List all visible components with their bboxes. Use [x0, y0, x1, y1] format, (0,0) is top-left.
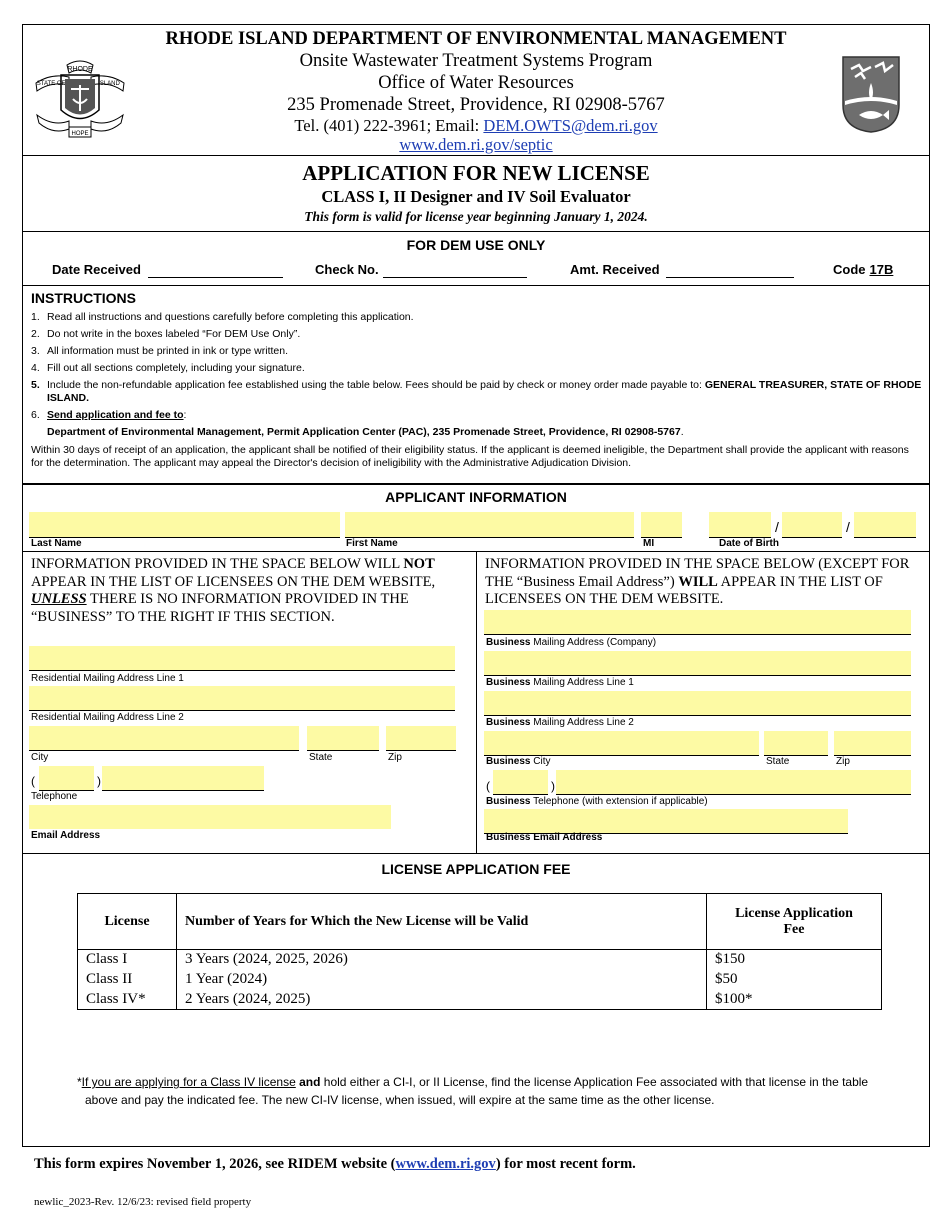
business-address-line2-field[interactable] — [484, 691, 911, 716]
business-company-field[interactable] — [484, 610, 911, 635]
amt-received-line — [666, 277, 794, 278]
business-city-field[interactable] — [484, 731, 759, 756]
ridem-website-link[interactable]: www.dem.ri.gov — [395, 1156, 496, 1172]
website-line — [23, 135, 929, 155]
instruction-item: 4. Fill out all sections completely, including your signature. — [31, 362, 305, 374]
eligibility-note: Within 30 days of receipt of an application, the applicant shall be notified of their eligibility status. If the applicant is deemed ineligible, the Department shall provide the applicant with reasons for the determination. The applicant may appeal the Director's decision of ineligibility with the Administrative Adjudication Division. — [31, 444, 909, 469]
table-cell: $150 — [707, 950, 882, 970]
date-received-label: Date Received — [52, 262, 141, 277]
form-title: APPLICATION FOR NEW LICENSE — [302, 161, 650, 185]
phone-paren-close: ) — [97, 774, 101, 788]
dob-day-field[interactable] — [782, 512, 842, 538]
last-name-field[interactable] — [29, 512, 340, 538]
divider — [23, 853, 929, 854]
table-row — [78, 970, 882, 990]
email-label: Email Address — [31, 830, 101, 841]
seal-right-text: ISLAND — [98, 81, 120, 87]
contact-line — [23, 116, 929, 136]
office-name: Office of Water Resources — [378, 73, 574, 93]
mi-label: MI — [643, 538, 655, 549]
date-received-line — [148, 277, 283, 278]
business-company-label: Business Mailing Address (Company) — [486, 637, 657, 648]
seal-bottom-text: HOPE — [71, 131, 89, 137]
residential-address-line2-field[interactable] — [29, 686, 455, 711]
applicant-heading: APPLICANT INFORMATION — [385, 489, 567, 505]
check-no-label: Check No. — [315, 262, 379, 277]
divider — [23, 155, 929, 156]
business-address-line1-label: Business Mailing Address Line 1 — [486, 677, 634, 688]
revision-note: newlic_2023-Rev. 12/6/23: revised field property — [34, 1196, 252, 1208]
business-notice: INFORMATION PROVIDED IN THE SPACE BELOW (EXCEPT FOR THE “Business Email Address”) WILL APPEAR IN THE LIST OF LICENSEES ON THE DEM WEBSITE. — [485, 556, 910, 607]
table-cell: 3 Years (2024, 2025, 2026) — [177, 950, 707, 970]
dob-label: Date of Birth — [719, 538, 779, 549]
instruction-item: 2. Do not write in the boxes labeled “For DEM Use Only”. — [31, 328, 301, 340]
first-name-field[interactable] — [345, 512, 634, 538]
residential-state-label: State — [309, 752, 333, 763]
business-state-label: State — [766, 756, 790, 767]
form-validity: This form is valid for license year beginning January 1, 2024. — [304, 209, 648, 224]
agency-name: RHODE ISLAND DEPARTMENT OF ENVIRONMENTAL MANAGEMENT — [165, 29, 787, 49]
seal-top-text: RHODE — [67, 66, 93, 73]
business-area-code-field[interactable] — [493, 770, 548, 795]
divider — [23, 231, 929, 232]
business-zip-field[interactable] — [834, 731, 911, 756]
business-email-label: Business Email Address — [486, 832, 603, 843]
column-header: License — [78, 894, 177, 950]
business-telephone-field[interactable] — [556, 770, 911, 795]
business-address-line2-label: Business Mailing Address Line 2 — [486, 717, 634, 728]
divider — [23, 483, 929, 485]
table-row — [78, 990, 882, 1010]
form-subtitle: CLASS I, II Designer and IV Soil Evaluator — [321, 187, 631, 206]
phone-paren-open: ( — [31, 774, 35, 788]
residential-notice: INFORMATION PROVIDED IN THE SPACE BELOW WILL NOT APPEAR IN THE LIST OF LICENSEES ON THE DEM WEBSITE, UNLESS THERE IS NO INFORMATION PROVIDED IN THE “BUSINESS” TO THE RIGHT IF THIS SECTION. — [31, 556, 436, 625]
dob-year-field[interactable] — [854, 512, 916, 538]
residential-area-code-field[interactable] — [39, 766, 94, 791]
business-state-field[interactable] — [764, 731, 828, 756]
column-divider — [476, 551, 477, 853]
table-cell: $100* — [707, 990, 882, 1010]
fee-table — [77, 893, 882, 1010]
business-zip-label: Zip — [836, 756, 850, 767]
seal-left-text: STATE OF — [36, 81, 66, 87]
residential-state-field[interactable] — [307, 726, 379, 751]
residential-email-field[interactable] — [29, 805, 391, 829]
table-cell: $50 — [707, 970, 882, 990]
payee: GENERAL TREASURER, STATE OF RHODE ISLAND. — [47, 379, 922, 404]
phone-paren-open: ( — [486, 779, 490, 793]
table-cell: Class IV* — [78, 990, 177, 1010]
dem-use-heading: FOR DEM USE ONLY — [406, 237, 546, 253]
first-name-label: First Name — [346, 538, 398, 549]
instruction-address: Department of Environmental Management, Permit Application Center (PAC), 235 Promenade Street, Providence, RI 02908-5767. — [47, 426, 684, 438]
table-cell: Class II — [78, 970, 177, 990]
code-value: 17B — [869, 262, 894, 277]
code-label-text: Code — [833, 262, 866, 277]
check-no-line — [383, 277, 527, 278]
divider — [23, 285, 929, 286]
instructions-list — [23, 309, 923, 441]
amt-received-label: Amt. Received — [570, 262, 660, 277]
fee-footnote: *If you are applying for a Class IV license and hold either a CI-I, or II License, find the license Application Fee associated with that license in the table above and pay the indicated fee. The new CI-IV license, when issued, will expire at the same time as the other license. — [77, 1075, 869, 1107]
form-frame — [22, 24, 930, 1147]
residential-address-line2-label: Residential Mailing Address Line 2 — [31, 712, 184, 723]
table-cell: 2 Years (2024, 2025) — [177, 990, 707, 1010]
phone-paren-close: ) — [551, 779, 555, 793]
business-email-field[interactable] — [484, 809, 848, 834]
dob-slash: / — [775, 519, 779, 535]
website-link[interactable]: www.dem.ri.gov/septic — [399, 135, 553, 154]
residential-city-field[interactable] — [29, 726, 299, 751]
telephone-label: Telephone — [31, 791, 78, 802]
instruction-item: 6. Send application and fee to: — [31, 409, 187, 421]
dob-month-field[interactable] — [709, 512, 771, 538]
instruction-item: 1. Read all instructions and questions carefully before completing this application. — [31, 311, 414, 323]
residential-city-label: City — [31, 752, 49, 763]
residential-address-line1-label: Residential Mailing Address Line 1 — [31, 673, 184, 684]
business-telephone-label: Business Telephone (with extension if applicable) — [486, 796, 708, 807]
residential-zip-field[interactable] — [386, 726, 456, 751]
email-link[interactable]: DEM.OWTS@dem.ri.gov — [483, 116, 658, 135]
column-header: Number of Years for Which the New License will be Valid — [177, 894, 707, 950]
program-name: Onsite Wastewater Treatment Systems Program — [299, 51, 653, 71]
residential-address-line1-field[interactable] — [29, 646, 455, 671]
instruction-item: 5. Include the non-refundable application fee established using the table below. Fees should be paid by check or money order made payable to: GENERAL TREASURER, STATE OF RHODE ISLAND. — [31, 379, 922, 404]
table-row — [78, 950, 882, 970]
column-header: License Application Fee — [707, 894, 882, 950]
dob-slash: / — [846, 519, 850, 535]
table-cell: 1 Year (2024) — [177, 970, 707, 990]
fee-heading: LICENSE APPLICATION FEE — [381, 861, 571, 877]
instructions-heading: INSTRUCTIONS — [31, 290, 136, 306]
last-name-label: Last Name — [31, 538, 82, 549]
contact-prefix: Tel. (401) 222-3961; Email: — [294, 116, 484, 135]
mi-field[interactable] — [641, 512, 682, 538]
business-city-label: Business City — [486, 756, 551, 767]
fee-table-header — [78, 894, 882, 950]
residential-telephone-field[interactable] — [102, 766, 264, 791]
office-address: 235 Promenade Street, Providence, RI 02908-5767 — [287, 95, 665, 115]
residential-zip-label: Zip — [388, 752, 402, 763]
form-expiration: This form expires November 1, 2026, see RIDEM website (www.dem.ri.gov) for most recent form. — [34, 1156, 636, 1172]
code-label — [833, 262, 893, 277]
instruction-item: 3. All information must be printed in ink or type written. — [31, 345, 289, 357]
business-address-line1-field[interactable] — [484, 651, 911, 676]
table-cell: Class I — [78, 950, 177, 970]
